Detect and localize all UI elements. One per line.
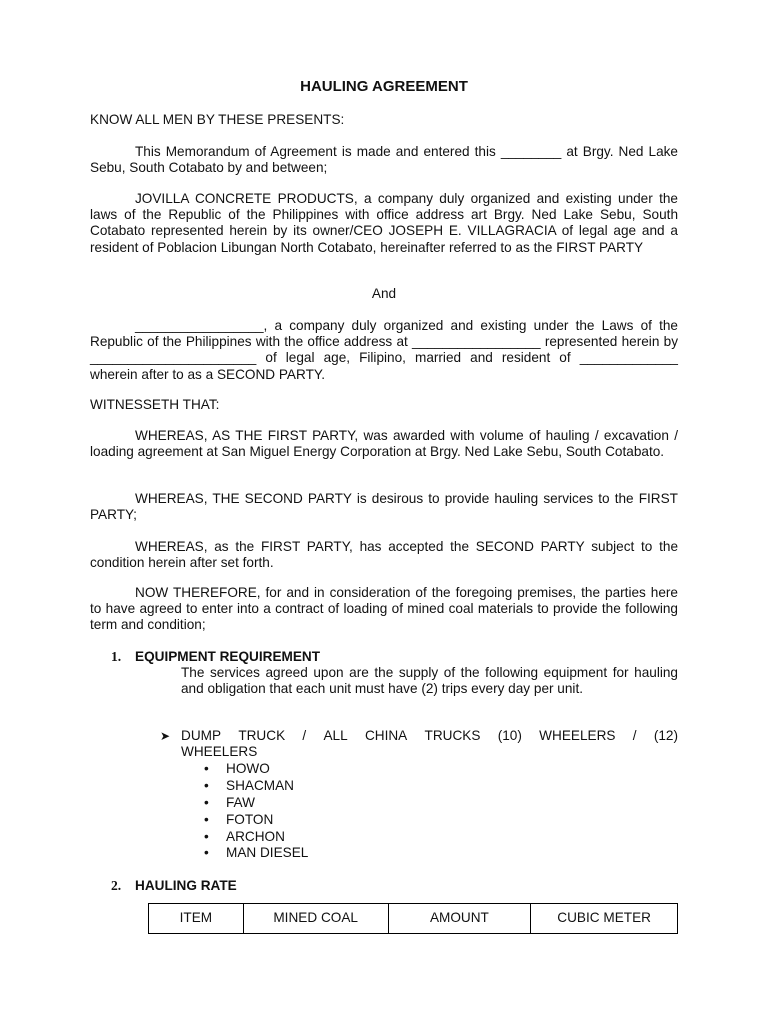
hauling-rate-table [148, 903, 678, 934]
preamble: KNOW ALL MEN BY THESE PRESENTS: [90, 112, 345, 127]
list-item [204, 812, 308, 829]
equipment-list-word: CHINA [364, 728, 408, 743]
arrow-bullet-icon: ➤ [160, 729, 171, 743]
equipment-list-item-text [181, 728, 678, 760]
equipment-list-item-line-2: WHEELERS [181, 744, 258, 760]
bullet-icon: • [204, 777, 209, 793]
section-1-title: EQUIPMENT REQUIREMENT [135, 649, 321, 664]
table-header-cell: MINED COAL [243, 904, 388, 934]
equipment-list-word: ALL [323, 728, 348, 743]
brand-name: HOWO [226, 761, 270, 776]
section-1-heading [111, 649, 320, 665]
section-1-number: 1. [111, 649, 122, 664]
list-item [204, 829, 308, 846]
equipment-list-word: (12) [653, 728, 678, 743]
now-therefore-paragraph: NOW THEREFORE, for and in consideration of the foregoing premises, the parties here to have agreed to enter into a contract of loading of mined coal materials to provide the following term and condition; [90, 585, 678, 633]
whereas-paragraph-1: WHEREAS, AS THE FIRST PARTY, was awarded with volume of hauling / excavation / loading agreement at San Miguel Energy Corporation at Brgy. Ned Lake Sebu, South Cotabato. [90, 428, 678, 460]
equipment-list-item-line-1 [181, 728, 678, 744]
witnesseth-heading: WITNESSETH THAT: [90, 397, 220, 412]
brand-name: FAW [226, 794, 255, 810]
bullet-icon: • [204, 761, 209, 776]
equipment-list-word: WHEELERS [539, 728, 616, 743]
equipment-list-word: DUMP [181, 728, 222, 743]
bullet-icon: • [204, 845, 209, 861]
bullet-icon: • [204, 828, 209, 844]
table-header-cell: AMOUNT [388, 904, 531, 934]
and-separator: And [371, 286, 397, 301]
bullet-icon: • [204, 794, 209, 810]
bullet-icon: • [204, 811, 209, 827]
section-2-heading [111, 878, 237, 894]
list-item [204, 761, 308, 778]
brand-name: FOTON [226, 811, 274, 827]
brand-name: MAN DIESEL [226, 845, 309, 861]
section-2-number: 2. [111, 878, 122, 893]
equipment-requirement-text: The services agreed upon are the supply of the following equipment for hauling and obligation that each unit must have (2) trips every day per unit. [181, 665, 678, 697]
list-item [204, 778, 308, 795]
truck-brand-list [204, 761, 308, 862]
intro-paragraph: This Memorandum of Agreement is made and entered this ________ at Brgy. Ned Lake Sebu, South Cotabato by and between; [90, 144, 678, 176]
equipment-list-item [160, 728, 678, 760]
equipment-list-word: TRUCKS [424, 728, 481, 743]
list-item [204, 795, 308, 812]
section-2-title: HAULING RATE [135, 878, 237, 893]
second-party-paragraph: _________________, a company duly organized and existing under the Laws of the Republic of the Philippines with the office address at _________________ represented herein by ______________________ of legal age, Filipino, married and resident of _____________ wherein after to as a SECOND PARTY. [90, 318, 678, 382]
whereas-paragraph-3: WHEREAS, as the FIRST PARTY, has accepted the SECOND PARTY subject to the condition herein after set forth. [90, 539, 678, 571]
equipment-list-word: / [632, 728, 637, 743]
document-title: HAULING AGREEMENT [300, 78, 468, 95]
table-header-row [149, 904, 678, 934]
first-party-paragraph: JOVILLA CONCRETE PRODUCTS, a company duly organized and existing under the laws of the Republic of the Philippines with office address art Brgy. Ned Lake Sebu, South Cotabato represented herein by its owner/CEO JOSEPH E. VILLAGRACIA of legal age and a resident of Poblacion Libungan North Cotabato, hereinafter referred to as the FIRST PARTY [90, 191, 678, 255]
equipment-list-word: TRUCK [238, 728, 286, 743]
brand-name: ARCHON [226, 828, 285, 844]
whereas-paragraph-2: WHEREAS, THE SECOND PARTY is desirous to provide hauling services to the FIRST PARTY; [90, 491, 678, 523]
brand-name: SHACMAN [226, 777, 294, 793]
equipment-list-word: (10) [497, 728, 522, 743]
table-header-cell: CUBIC METER [531, 904, 678, 934]
list-item [204, 845, 308, 862]
equipment-list-word: / [302, 728, 307, 743]
table-header-cell: ITEM [149, 904, 244, 934]
